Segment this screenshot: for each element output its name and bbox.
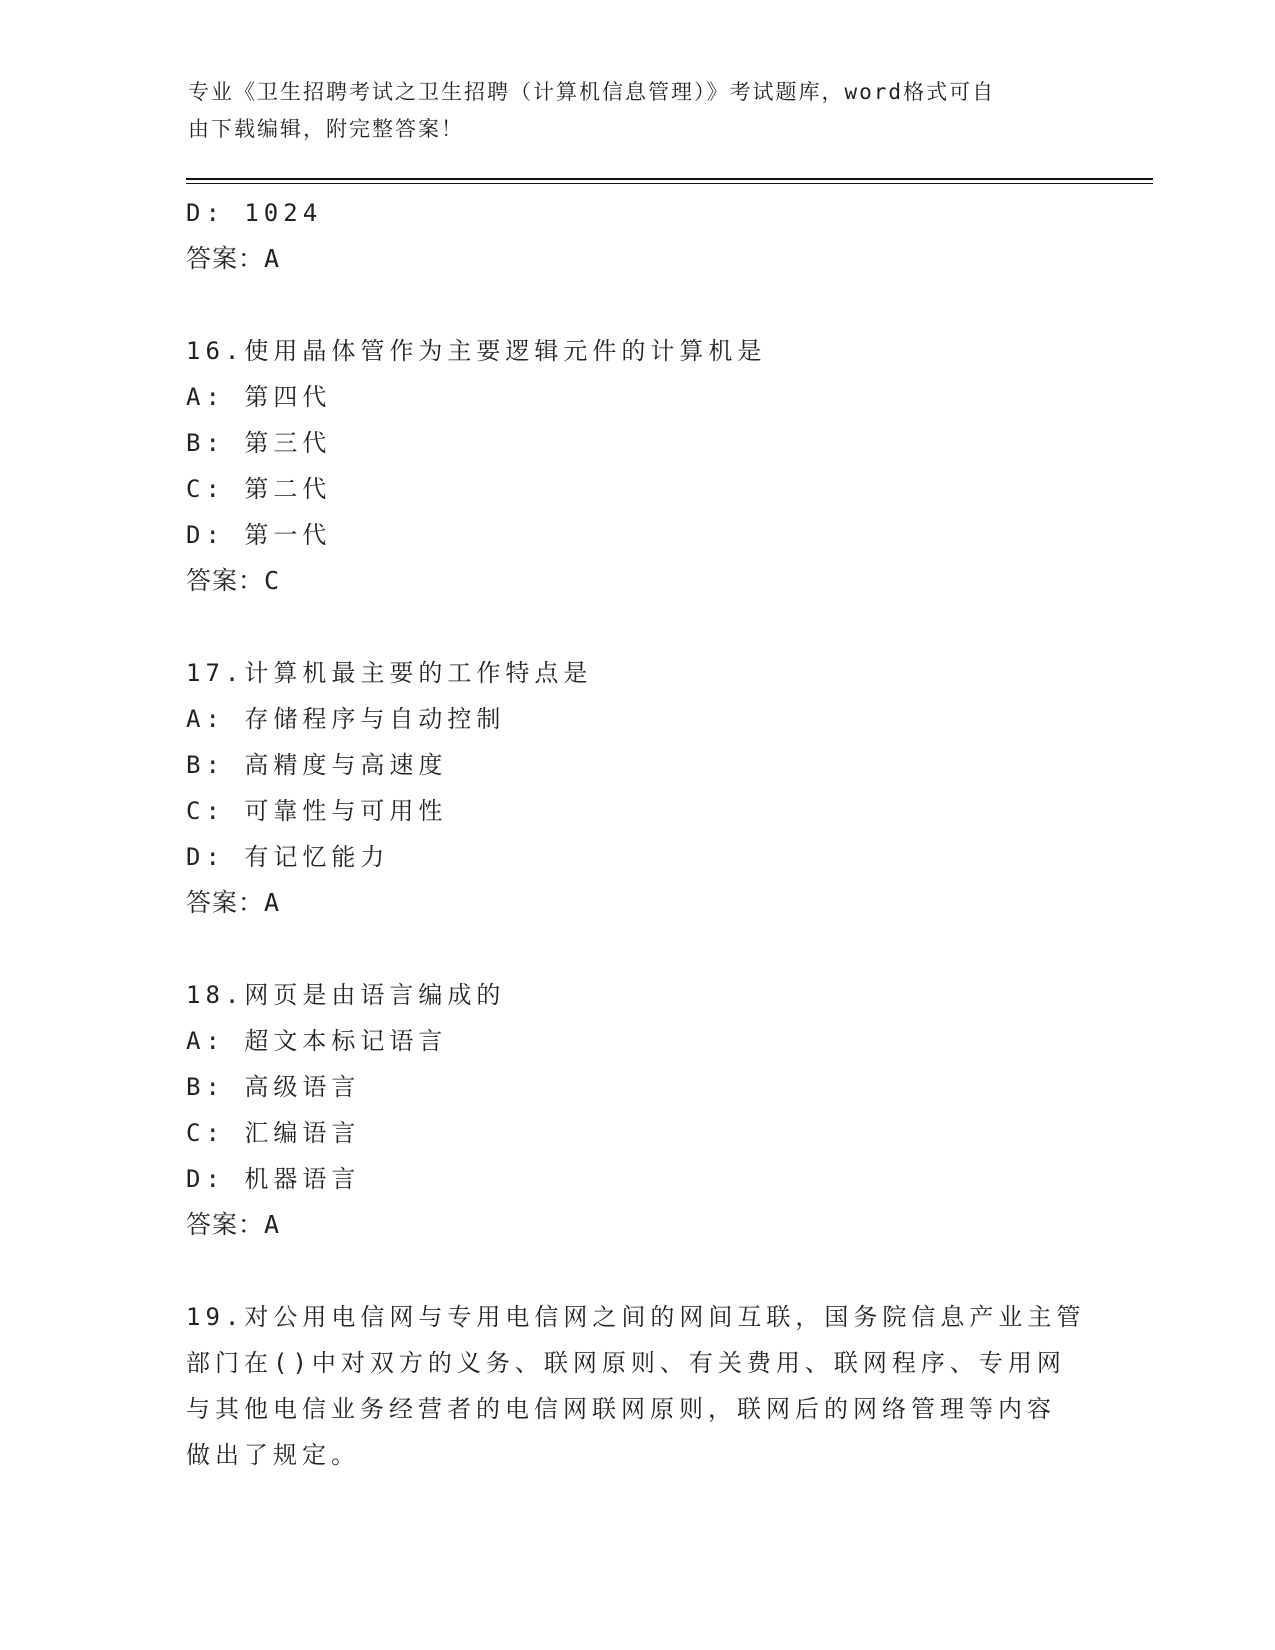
document-header [188,74,1088,148]
spacer [186,1248,1086,1294]
question-stem: 17.计算机最主要的工作特点是 [186,659,593,687]
option-d: D: 有记忆能力 [186,843,390,871]
question-list [186,190,1086,1478]
answer-label: 答案： [186,888,265,917]
header-line-1: 专业《卫生招聘考试之卫生招聘（计算机信息管理）》考试题库，word格式可自 [188,80,996,104]
option-d: D: 机器语言 [186,1165,361,1193]
option-c: C: 汇编语言 [186,1119,361,1147]
option-a: A: 第四代 [186,383,332,411]
answer-value: C [264,566,281,595]
prev-option-d: D: 1024 [186,199,323,227]
question-stem: 18.网页是由语言编成的 [186,981,506,1009]
answer-value: A [264,1210,281,1239]
question-19-line-4: 做出了规定。 [186,1441,360,1469]
answer [186,1202,1086,1248]
answer-label: 答案： [186,244,265,273]
option-b: B: 高精度与高速度 [186,751,448,779]
answer [186,880,1086,926]
question-18 [186,972,1086,1248]
header-rule-thin [186,183,1153,184]
option-b: B: 高级语言 [186,1073,361,1101]
question-19-line-3: 与其他电信业务经营者的电信网联网原则，联网后的网络管理等内容 [186,1395,1056,1423]
question-16 [186,328,1086,604]
spacer [186,926,1086,972]
answer-value: A [264,244,281,273]
answer-value: A [264,888,281,917]
spacer [186,604,1086,650]
option-a: A: 存储程序与自动控制 [186,705,506,733]
option-d: D: 第一代 [186,521,332,549]
option-b: B: 第三代 [186,429,332,457]
question-stem: 16.使用晶体管作为主要逻辑元件的计算机是 [186,337,767,365]
option-a: A: 超文本标记语言 [186,1027,448,1055]
question-19 [186,1294,1086,1478]
question-19-line-2: 部门在()中对双方的义务、联网原则、有关费用、联网程序、专用网 [186,1349,1066,1377]
answer [186,558,1086,604]
question-17 [186,650,1086,926]
option-c: C: 第二代 [186,475,332,503]
answer-label: 答案： [186,1210,265,1239]
header-rule-thick [186,178,1153,180]
answer-label: 答案： [186,566,265,595]
question-19-line-1: 19.对公用电信网与专用电信网之间的网间互联，国务院信息产业主管 [186,1303,1086,1331]
prev-answer [186,236,1086,282]
header-line-2: 由下载编辑，附完整答案！ [188,117,464,141]
option-c: C: 可靠性与可用性 [186,797,448,825]
spacer [186,282,1086,328]
